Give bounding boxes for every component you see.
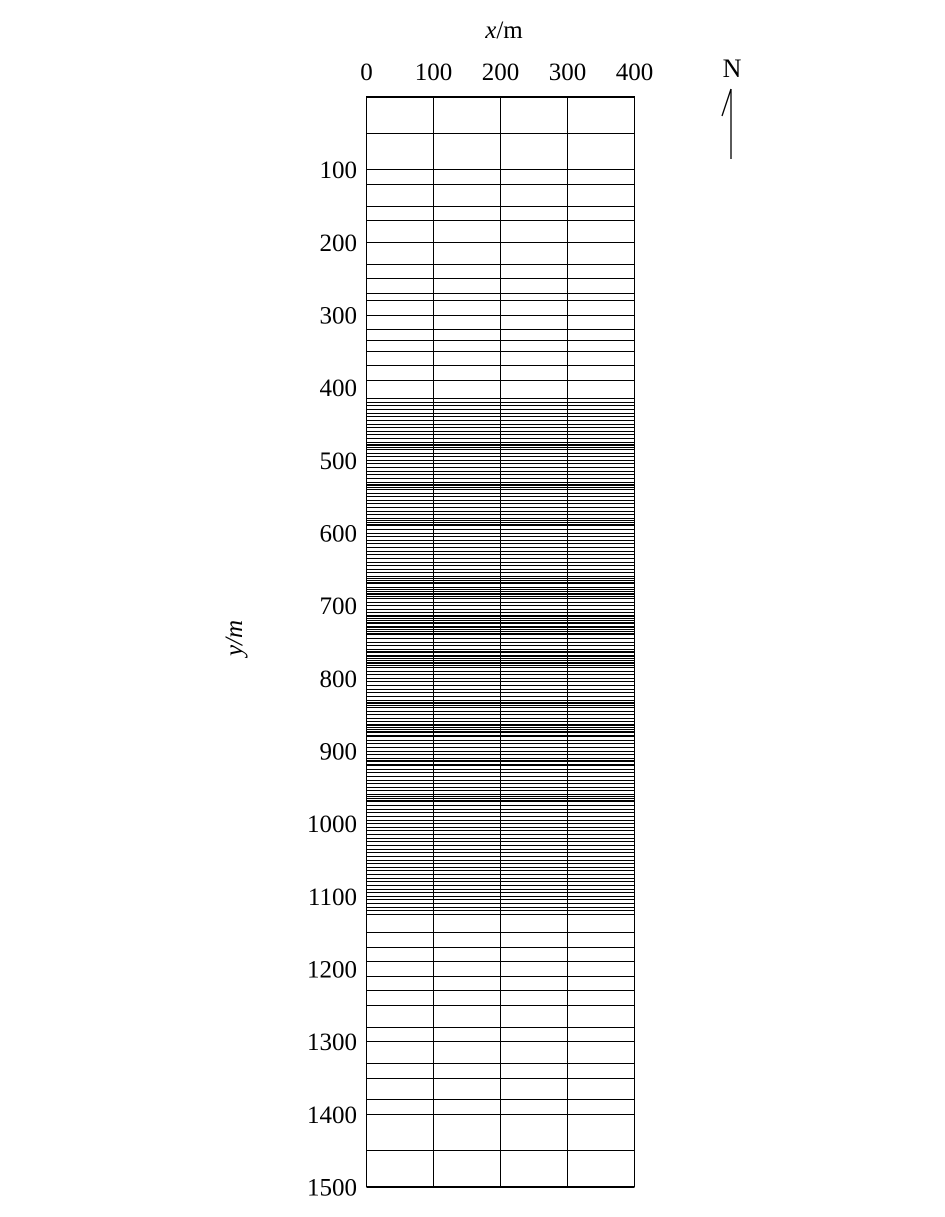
y-axis-label: y/m (221, 619, 248, 657)
y-tick-label: 200 (319, 229, 357, 257)
y-tick-label: 1400 (307, 1101, 357, 1129)
y-tick-label: 1500 (307, 1174, 357, 1202)
y-tick-label: 500 (319, 447, 357, 475)
x-axis-label-var: x (485, 17, 497, 44)
grid-lines (367, 97, 635, 1188)
north-arrow-label: N (722, 54, 742, 83)
y-tick-label: 700 (319, 593, 357, 621)
x-tick-label: 200 (481, 59, 520, 86)
x-axis-label-unit: /m (496, 17, 523, 44)
north-arrow (722, 54, 742, 159)
x-tick-label: 100 (414, 59, 453, 86)
y-tick-label: 400 (319, 375, 357, 403)
y-tick-label: 600 (319, 520, 357, 548)
y-tick-label: 900 (319, 738, 357, 766)
y-tick-label: 800 (319, 665, 357, 693)
north-arrow-barb (722, 89, 731, 116)
x-axis-label (484, 17, 523, 44)
x-tick-label: 0 (360, 59, 373, 86)
y-tick-label: 1000 (307, 811, 357, 839)
x-tick-label: 400 (615, 59, 654, 86)
x-tick-label: 300 (548, 59, 587, 86)
y-tick-label: 1200 (307, 956, 357, 984)
y-tick-label: 1300 (307, 1029, 357, 1057)
y-tick-label: 100 (319, 157, 357, 185)
y-tick-label: 300 (319, 302, 357, 330)
y-tick-label: 1100 (307, 883, 357, 911)
tick-labels (307, 59, 653, 1202)
